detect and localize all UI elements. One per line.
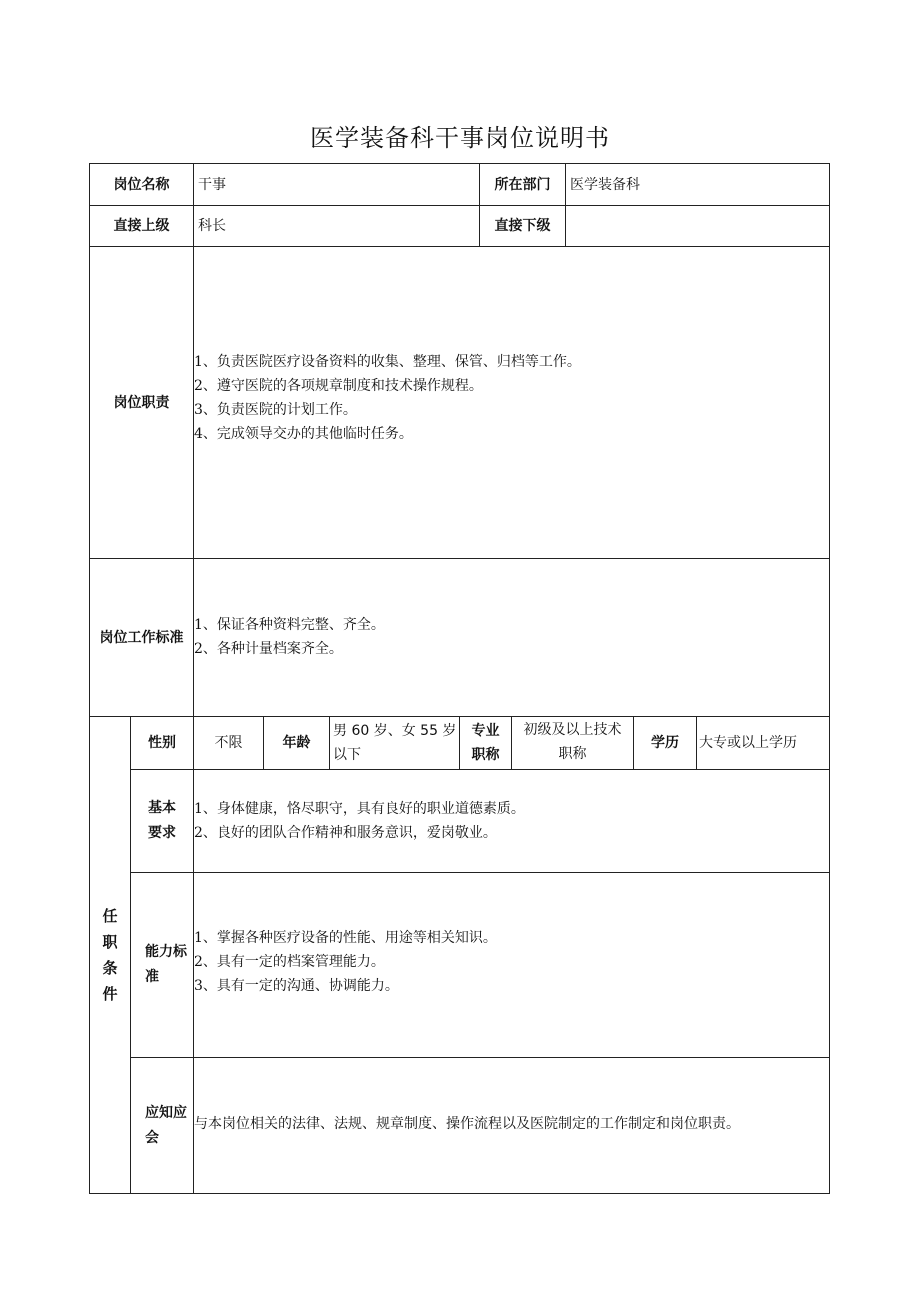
position-name-value: 干事: [198, 176, 226, 193]
basic-requirements-list: [194, 797, 525, 845]
title-label-line: 专业: [471, 723, 500, 739]
superior-value: 科长: [198, 218, 226, 234]
label-line: 能力标: [145, 944, 187, 960]
gender-label: 性别: [148, 735, 176, 751]
row-divider: [130, 769, 830, 770]
knowledge-text: 与本岗位相关的法律、法规、规章制度、操作流程以及医院制定的工作制定和岗位职责。: [194, 1116, 740, 1132]
group-label-char: 件: [102, 985, 118, 1003]
professional-title-value: [512, 717, 633, 769]
job-description-table: [89, 163, 830, 1194]
education-value: 大专或以上学历: [699, 735, 797, 751]
label-line: 准: [145, 969, 159, 985]
label-line: 会: [145, 1129, 159, 1146]
position-name-label: 岗位名称: [113, 176, 170, 193]
list-item: 4、完成领导交办的其他临时任务。: [194, 426, 413, 442]
list-item: 3、具有一定的沟通、协调能力。: [194, 978, 399, 994]
age-value: [330, 717, 459, 769]
age-value-line: 以下: [333, 747, 361, 763]
list-item: 1、身体健康，恪尽职守，具有良好的职业道德素质。: [194, 801, 525, 817]
ability-standards-label: [131, 873, 193, 1057]
age-value-line: 男 60 岁、女 55 岁: [333, 723, 457, 739]
ability-standards-list: [194, 926, 497, 998]
group-label-char: 条: [102, 959, 118, 977]
table-border-right: [829, 163, 830, 1194]
list-item: 2、各种计量档案齐全。: [194, 641, 343, 657]
requirements-group-label: [90, 717, 130, 1193]
list-item: 1、保证各种资料完整、齐全。: [194, 617, 385, 633]
list-item: 1、掌握各种医疗设备的性能、用途等相关知识。: [194, 930, 497, 946]
list-item: 2、具有一定的档案管理能力。: [194, 954, 385, 970]
basic-requirements-label: [131, 770, 193, 872]
document-title: 医学装备科干事岗位说明书: [310, 124, 610, 152]
group-label-char: 任: [102, 907, 118, 925]
subordinate-value: [566, 206, 829, 246]
list-item: 2、遵守医院的各项规章制度和技术操作规程。: [194, 378, 483, 394]
group-label-char: 职: [102, 933, 118, 951]
standards-label: 岗位工作标准: [99, 629, 184, 646]
title-label-line: 职称: [471, 747, 500, 763]
superior-label: 直接上级: [113, 218, 170, 234]
standards-list: [194, 613, 385, 661]
list-item: 1、负责医院医疗设备资料的收集、整理、保管、归档等工作。: [194, 354, 581, 370]
department-value: 医学装备科: [570, 176, 640, 193]
row-divider: [89, 246, 830, 247]
list-item: 3、负责医院的计划工作。: [194, 402, 357, 418]
label-line: 基本: [148, 800, 176, 816]
subordinate-label: 直接下级: [494, 218, 551, 234]
gender-value: 不限: [214, 735, 243, 751]
age-label: 年龄: [282, 735, 311, 751]
knowledge-label: [131, 1058, 193, 1193]
duties-list: [194, 350, 581, 446]
department-label: 所在部门: [494, 176, 551, 193]
table-border-bottom: [89, 1193, 830, 1194]
label-line: 要求: [148, 825, 176, 841]
professional-title-label: [460, 717, 511, 769]
duties-label: 岗位职责: [113, 394, 170, 411]
label-line: 应知应: [145, 1104, 187, 1121]
list-item: 2、良好的团队合作精神和服务意识，爱岗敬业。: [194, 825, 497, 841]
education-label: 学历: [651, 735, 679, 751]
row-divider: [89, 558, 830, 559]
title-value-line: 职称: [558, 746, 587, 762]
title-value-line: 初级及以上技术: [523, 722, 622, 738]
row-divider: [130, 872, 830, 873]
row-divider: [130, 1057, 830, 1058]
